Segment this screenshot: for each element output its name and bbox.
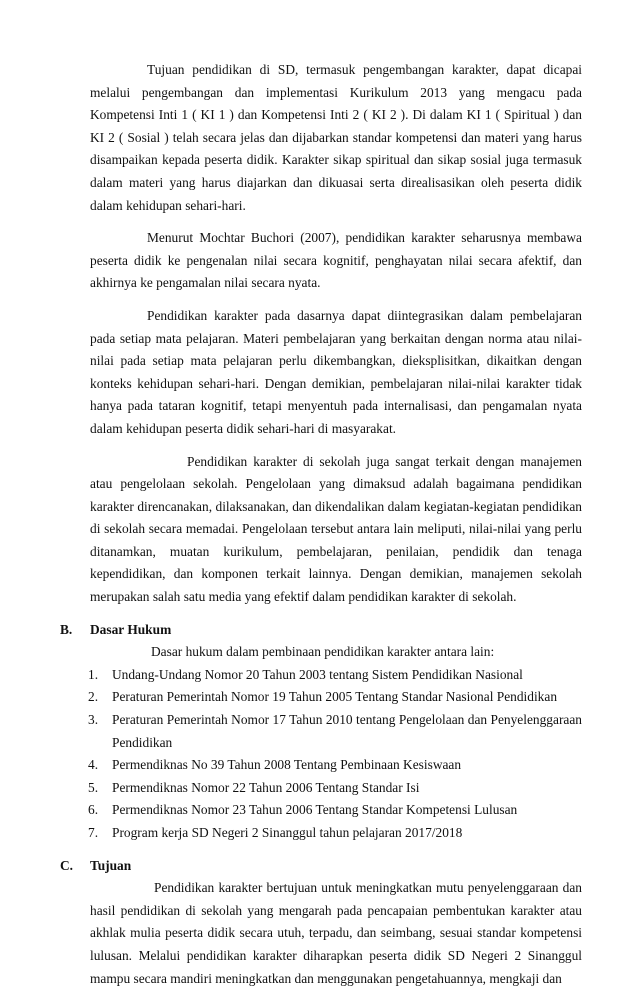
list-item	[88, 664, 582, 687]
section-letter: B.	[60, 621, 73, 637]
list-item	[88, 686, 582, 709]
section-heading	[60, 619, 582, 642]
paragraph-integrasi-pembelajaran: Pendidikan karakter pada dasarnya dapat diintegrasikan dalam pembelajaran pada setiap mata pelajaran. Materi pembelajaran yang berkaitan dengan norma atau nilai-nilai pada setiap mata pelajaran perlu dikembangkan, dieksplisitkan, dikaitkan dengan konteks kehidupan sehari-hari. Dengan demikian, pembelajaran nilai-nilai karakter tidak hanya pada tataran kognitif, tetapi menyentuh pada internalisasi, dan pengamalan nyata dalam kehidupan peserta didik sehari-hari di masyarakat.	[90, 307, 582, 436]
list-item	[88, 822, 582, 845]
dasar-hukum-list	[90, 664, 582, 845]
paragraph-manajemen-sekolah: Pendidikan karakter di sekolah juga sangat terkait dengan manajemen atau pengelolaan sekolah. Pengelolaan yang dimaksud adalah bagaimana pendidikan karakter direncanakan, dilaksanakan, dan dikendalikan dalam kegiatan-kegiatan pendidikan di sekolah secara memadai. Pengelolaan tersebut antara lain meliputi, nilai-nilai yang perlu ditanamkan, muatan kurikulum, pembelajaran, penilaian, pendidik dan tenaga kependidikan, dan komponen terkait lainnya. Dengan demikian, manajemen sekolah merupakan salah satu media yang efektif dalam pendidikan karakter di sekolah.	[90, 453, 582, 605]
list-text: Permendiknas Nomor 22 Tahun 2006 Tentang Standar Isi	[112, 779, 420, 795]
paragraph-tujuan-sd: Tujuan pendidikan di SD, termasuk pengembangan karakter, dapat dicapai melalui pengembangan dan implementasi Kurikulum 2013 yang mengacu pada Kompetensi Inti 1 ( KI 1 ) dan Kompetensi Inti 2 ( KI 2 ). Di dalam KI 1 ( Spiritual ) dan KI 2 ( Sosial ) telah secara jelas dan dijabarkan standar kompetensi dan materi yang harus disampaikan kepada peserta didik. Karakter sikap spiritual dan sikap sosial juga termasuk dalam materi yang harus diajarkan dan dikuasai serta direalisasikan oleh peserta didik dalam kehidupan sehari-hari.	[90, 62, 582, 213]
tujuan-paragraph: Pendidikan karakter bertujuan untuk meningkatkan mutu penyelenggaraan dan hasil pendidikan di sekolah yang mengarah pada pencapaian pembentukan karakter atau akhlak mulia peserta didik secara utuh, terpadu, dan seimbang, sesuai standar kompetensi lulusan. Melalui pendidikan karakter diharapkan peserta didik SD Negeri 2 Sinanggul mampu secara mandiri meningkatkan dan menggunakan pengetahuannya, mengkaji dan	[90, 880, 582, 986]
list-number: 5.	[88, 779, 99, 795]
list-number: 2.	[88, 689, 99, 705]
section-title: Dasar Hukum	[90, 621, 172, 637]
list-text: Permendiknas No 39 Tahun 2008 Tentang Pembinaan Kesiswaan	[112, 757, 462, 773]
list-item	[88, 799, 582, 822]
list-number: 7.	[88, 825, 99, 840]
section-tujuan	[60, 855, 582, 991]
list-item	[88, 754, 582, 777]
dasar-hukum-intro: Dasar hukum dalam pembinaan pendidikan karakter antara lain:	[151, 644, 495, 660]
list-text: Peraturan Pemerintah Nomor 19 Tahun 2005 Tentang Standar Nasional Pendidikan	[112, 689, 558, 705]
paragraph-mochtar-buchori: Menurut Mochtar Buchori (2007), pendidikan karakter seharusnya membawa peserta didik ke pengenalan nilai secara kognitif, penghayatan nilai secara afektif, dan akhirnya ke pengamalan nilai secara nyata.	[90, 230, 582, 291]
list-text: Program kerja SD Negeri 2 Sinanggul tahun pelajaran 2017/2018	[112, 825, 463, 840]
list-number: 6.	[88, 802, 99, 818]
list-text: Permendiknas Nomor 23 Tahun 2006 Tentang Standar Kompetensi Lulusan	[112, 802, 518, 818]
list-text: Undang-Undang Nomor 20 Tahun 2003 tentang Sistem Pendidikan Nasional	[112, 666, 523, 682]
list-text: Peraturan Pemerintah Nomor 17 Tahun 2010 tentang Pengelolaan dan Penyelenggaraan Pendidikan	[112, 712, 582, 750]
list-number: 4.	[88, 757, 99, 773]
section-dasar-hukum	[60, 619, 582, 845]
list-number: 3.	[88, 712, 99, 728]
list-number: 1.	[88, 666, 99, 682]
list-item	[88, 709, 582, 754]
list-item	[88, 777, 582, 800]
section-letter: C.	[60, 857, 74, 873]
section-title: Tujuan	[90, 857, 132, 873]
section-heading	[60, 855, 582, 878]
